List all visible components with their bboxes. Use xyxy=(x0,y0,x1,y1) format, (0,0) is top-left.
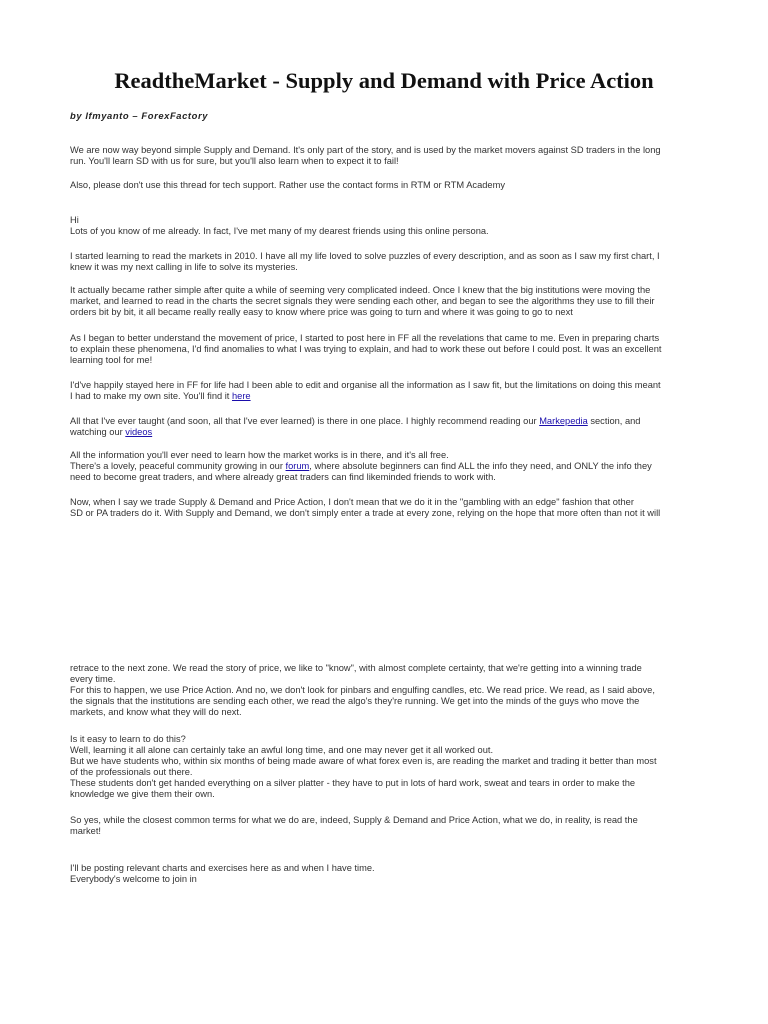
text-line xyxy=(70,461,710,472)
text-line: knowledge we give them their own. xyxy=(70,789,215,799)
text-line: It actually became rather simple after quite a while of seeming very complicated indeed. Once I knew that the big institutions were moving the xyxy=(70,285,651,295)
here-link[interactable]: here xyxy=(231,391,251,401)
forum-link[interactable]: forum xyxy=(285,461,310,471)
text-line: So yes, while the closest common terms for what we do are, indeed, Supply & Demand and Price Action, what we do, in reality, is read the xyxy=(70,815,638,825)
text-line: Lots of you know of me already. In fact, I've met many of my dearest friends using this online persona. xyxy=(70,226,489,236)
easy-paragraph xyxy=(70,734,710,800)
markepedia-link[interactable]: Markepedia xyxy=(539,416,588,426)
text-line: need to become great traders, and where already great traders can find likeminded friends to work with. xyxy=(70,472,496,482)
text-line: I'd've happily stayed here in FF for life had I been able to edit and organise all the information as I saw fit, but the limitations on doing this meant xyxy=(70,380,661,390)
text-fragment: section, and xyxy=(587,416,641,426)
posting-paragraph xyxy=(70,863,710,885)
now-paragraph xyxy=(70,497,710,519)
text-fragment: There's a lovely, peaceful community growing in our xyxy=(70,461,286,471)
text-line: the signals that the institutions are sending each other, we read the algo's they're running. We get into the minds of the guys who move the xyxy=(70,696,640,706)
text-fragment: watching our xyxy=(70,427,126,437)
text-line: I'll be posting relevant charts and exercises here as and when I have time. xyxy=(70,863,375,873)
text-line: market, and learned to read in the charts the secret signals they were sending each other, and began to see the algorithms they use to fill their xyxy=(70,296,655,306)
retrace-paragraph xyxy=(70,663,710,718)
text-line: learning tool for me! xyxy=(70,355,153,365)
taught-paragraph xyxy=(70,416,710,438)
text-line: orders bit by bit, it all became really really easy to know where price was going to turn and where it was going to go to next xyxy=(70,307,573,317)
text-line: For this to happen, we use Price Action. And no, we don't look for pinbars and engulfing candles, etc. We read price. We read, as I said above, xyxy=(70,685,655,695)
text-line: Hi xyxy=(70,215,79,225)
text-line: run. You'll learn SD with us for sure, but you'll also learn when to expect it to fail! xyxy=(70,156,399,166)
text-line: every time. xyxy=(70,674,116,684)
text-line: As I began to better understand the movement of price, I started to post here in FF all the revelations that came to me. Even in preparing charts xyxy=(70,333,660,343)
yes-paragraph xyxy=(70,815,710,837)
info-paragraph xyxy=(70,450,710,483)
stayed-paragraph xyxy=(70,380,710,402)
text-line: We are now way beyond simple Supply and Demand. It's only part of the story, and is used by the market movers against SD traders in the long xyxy=(70,145,661,155)
videos-link[interactable]: videos xyxy=(125,427,153,437)
text-line: markets, and know what they will do next. xyxy=(70,707,242,717)
text-line: All the information you'll ever need to learn how the market works is in there, and it's all free. xyxy=(70,450,449,460)
text-line: market! xyxy=(70,826,101,836)
text-line: Also, please don't use this thread for tech support. Rather use the contact forms in RTM or RTM Academy xyxy=(70,180,505,190)
text-line: Well, learning it all alone can certainly take an awful long time, and one may never get it all worked out. xyxy=(70,745,494,755)
page-title: ReadtheMarket - Supply and Demand with Price Action xyxy=(114,68,654,93)
text-line: But we have students who, within six months of being made aware of what forex even is, are reading the market and trading it better than most xyxy=(70,756,657,766)
text-line xyxy=(70,427,710,438)
text-line xyxy=(70,391,710,402)
text-line: SD or PA traders do it. With Supply and Demand, we don't simply enter a trade at every zone, relying on the hope that more often than not it will xyxy=(70,508,661,518)
actually-paragraph xyxy=(70,285,710,318)
author-byline: by lfmyanto – ForexFactory xyxy=(70,110,209,121)
tech-support-paragraph xyxy=(70,180,710,191)
text-line: I started learning to read the markets in 2010. I have all my life loved to solve puzzles of every description, and as soon as I saw my first chart, I xyxy=(70,251,660,261)
text-fragment: , where absolute beginners can find ALL the info they need, and ONLY the info they xyxy=(309,461,652,471)
intro-paragraph xyxy=(70,145,710,167)
text-fragment: I had to make my own site. You'll find it xyxy=(70,391,232,401)
text-line: Is it easy to learn to do this? xyxy=(70,734,186,744)
started-paragraph xyxy=(70,251,710,273)
text-line: Everybody's welcome to join in xyxy=(70,874,197,884)
greeting-paragraph xyxy=(70,215,710,237)
text-line: of the professionals out there. xyxy=(70,767,193,777)
text-line: These students don't get handed everything on a silver platter - they have to put in lots of hard work, sweat and tears in order to make the xyxy=(70,778,636,788)
text-line: knew it was my next calling in life to solve its mysteries. xyxy=(70,262,298,272)
began-paragraph xyxy=(70,333,710,366)
text-line xyxy=(70,416,710,427)
text-line: retrace to the next zone. We read the story of price, we like to "know", with almost complete certainty, that we're getting into a winning trade xyxy=(70,663,642,673)
text-line: to explain these phenomena, I'd find anomalies to what I was trying to explain, and had to work these out before I could post. It was an excellent xyxy=(70,344,662,354)
text-line: Now, when I say we trade Supply & Demand and Price Action, I don't mean that we do it in the "gambling with an edge" fashion that other xyxy=(70,497,634,507)
text-fragment: All that I've ever taught (and soon, all that I've ever learned) is there in one place. I highly recommend reading our xyxy=(70,416,540,426)
